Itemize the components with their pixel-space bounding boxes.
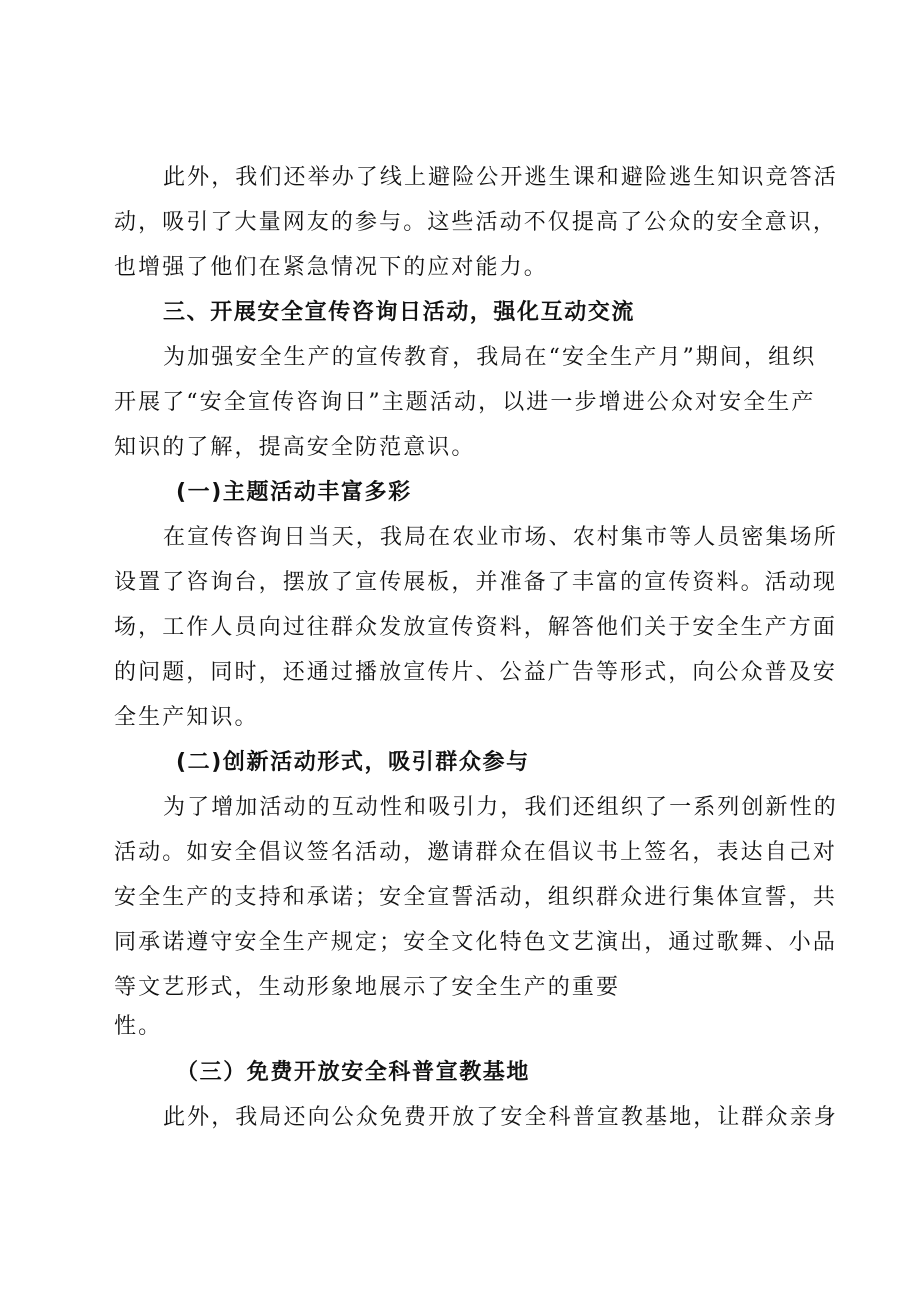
subheading-1: (一)主题活动丰富多彩 [176, 480, 412, 505]
paragraph-4-line-1: 为了增加活动的互动性和吸引力，我们还组织了一系列创新性的 [163, 795, 838, 820]
paragraph-1-line-3: 也增强了他们在紧急情况下的应对能力。 [114, 255, 548, 280]
paragraph-2-line-2: 开展了“安全宣传咨询日”主题活动，以进一步增进公众对安全生产 [114, 390, 816, 415]
paragraph-3-line-1: 在宣传咨询日当天，我局在农业市场、农村集市等人员密集场所 [163, 525, 838, 550]
paragraph-4-line-4: 同承诺遵守安全生产规定；安全文化特色文艺演出，通过歌舞、小品 [114, 930, 838, 955]
paragraph-4-line-3: 安全生产的支持和承诺；安全宣誓活动，组织群众进行集体宣誓，共 [114, 885, 838, 910]
paragraph-4-line-5: 等文艺形式，生动形象地展示了安全生产的重要 [114, 975, 621, 1000]
paragraph-5-line-1: 此外，我局还向公众免费开放了安全科普宣教基地，让群众亲身 [163, 1105, 838, 1130]
paragraph-4-line-2: 活动。如安全倡议签名活动，邀请群众在倡议书上签名，表达自己对 [114, 840, 838, 865]
paragraph-3-line-4: 的问题，同时，还通过播放宣传片、公益广告等形式，向公众普及安 [114, 660, 838, 685]
paragraph-3-line-3: 场，工作人员向过往群众发放宣传资料，解答他们关于安全生产方面 [114, 615, 838, 640]
section-3-heading: 三、开展安全宣传咨询日活动，强化互动交流 [163, 300, 636, 325]
paragraph-4-line-6: 性。 [114, 1014, 163, 1039]
paragraph-1-line-2: 动，吸引了大量网友的参与。这些活动不仅提高了公众的安全意识， [114, 210, 838, 235]
paragraph-2-line-1: 为加强安全生产的宣传教育，我局在“安全生产月”期间，组织 [163, 345, 817, 370]
paragraph-2-line-3: 知识的了解，提高安全防范意识。 [114, 435, 476, 460]
paragraph-3-line-5: 全生产知识。 [114, 705, 259, 730]
paragraph-1-line-1: 此外，我们还举办了线上避险公开逃生课和避险逃生知识竞答活 [163, 165, 838, 190]
paragraph-3-line-2: 设置了咨询台，摆放了宣传展板，并准备了丰富的宣传资料。活动现 [114, 570, 838, 595]
subheading-2: (二)创新活动形式，吸引群众参与 [176, 750, 530, 775]
subheading-3: （三）免费开放安全科普宣教基地 [176, 1060, 531, 1085]
